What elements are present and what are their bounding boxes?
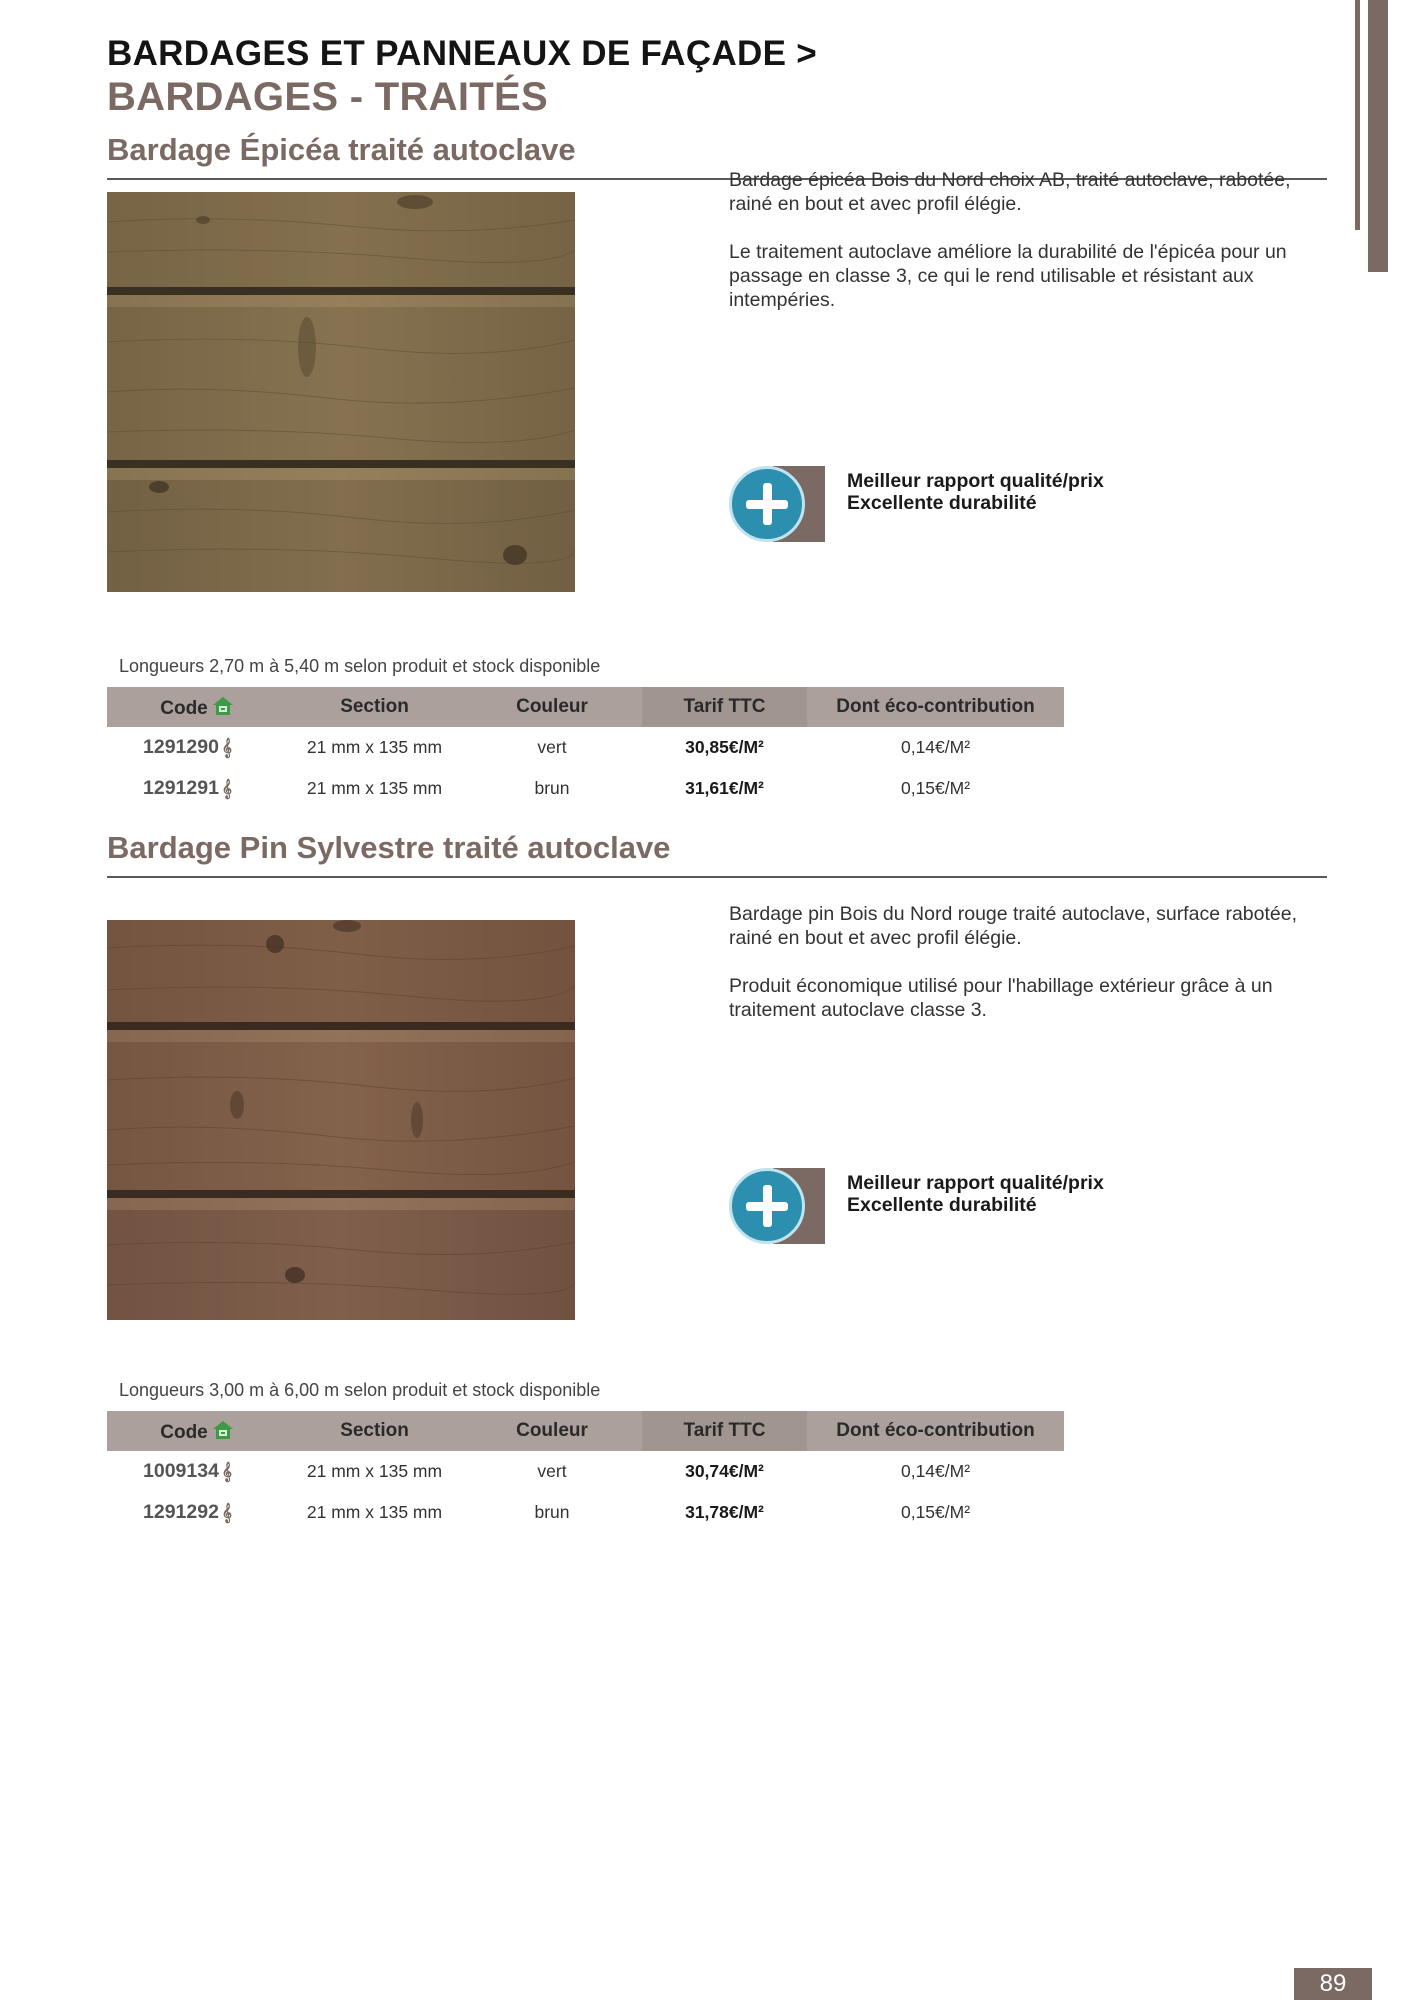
- header-tarif: Tarif TTC: [642, 1411, 807, 1451]
- lengths-note: Longueurs 3,00 m à 6,00 m selon produit et stock disponible: [119, 1380, 601, 1400]
- description-paragraph: Bardage pin Bois du Nord rouge traité autoclave, surface rabotée, rainé en bout et avec profil élégie.: [729, 903, 1298, 949]
- plus-badge: [729, 466, 825, 542]
- cell-eco: 0,15€/M²: [900, 778, 971, 798]
- house-icon: [212, 1419, 234, 1441]
- product-code: 1291291: [143, 777, 219, 799]
- table-header-row: [107, 1411, 1064, 1451]
- table-row: [107, 768, 1064, 809]
- cell-eco: 0,15€/M²: [900, 1502, 971, 1522]
- treble-clef-icon: 𝄞: [221, 1503, 232, 1522]
- product-description: [729, 168, 1329, 336]
- treble-clef-icon: 𝄞: [221, 1462, 232, 1481]
- description-paragraph: Produit économique utilisé pour l'habillage extérieur grâce à un traitement autoclave classe 3.: [729, 975, 1273, 1021]
- header-eco: Dont éco-contribution: [807, 687, 1064, 727]
- header-code: [107, 1411, 287, 1451]
- advantages-list: [847, 470, 1247, 514]
- plus-icon: [729, 1168, 805, 1244]
- product-code: 1291290: [143, 736, 219, 758]
- cell-couleur: vert: [537, 737, 567, 757]
- cell-couleur: vert: [537, 1461, 567, 1481]
- header-code-label: Code: [160, 1421, 208, 1443]
- product-title: Bardage Épicéa traité autoclave: [107, 132, 576, 167]
- cell-couleur: brun: [534, 1502, 570, 1522]
- product-code: 1009134: [143, 1460, 219, 1482]
- cell-tarif: 31,61€/M²: [685, 778, 764, 798]
- page-number: 89: [1319, 1970, 1347, 1997]
- cell-section: 21 mm x 135 mm: [306, 778, 443, 798]
- product-title: Bardage Pin Sylvestre traité autoclave: [107, 830, 671, 865]
- treble-clef-icon: 𝄞: [221, 779, 232, 798]
- decorative-bar-wide: [1368, 0, 1388, 272]
- product-photo-wood-panel: [107, 920, 575, 1320]
- header-code-label: Code: [160, 697, 208, 719]
- advantage-item: Excellente durabilité: [847, 1194, 1037, 1216]
- cell-code: [107, 1451, 287, 1492]
- product-description: [729, 902, 1329, 1046]
- header-eco: Dont éco-contribution: [807, 1411, 1064, 1451]
- price-table: [107, 1411, 1064, 1533]
- decorative-bar-thin: [1355, 0, 1360, 230]
- cell-section: 21 mm x 135 mm: [306, 1502, 443, 1522]
- cell-section: 21 mm x 135 mm: [306, 737, 443, 757]
- page-number-box: [1294, 1968, 1372, 2000]
- advantages-list: [847, 1172, 1247, 1216]
- cell-tarif: 30,74€/M²: [685, 1461, 764, 1481]
- cell-code: [107, 727, 287, 768]
- header-code: [107, 687, 287, 727]
- table-row: [107, 727, 1064, 768]
- page-title: BARDAGES - TRAITÉS: [107, 75, 548, 119]
- lengths-note: Longueurs 2,70 m à 5,40 m selon produit et stock disponible: [119, 656, 601, 676]
- category-breadcrumb: BARDAGES ET PANNEAUX DE FAÇADE >: [107, 34, 818, 73]
- cell-code: [107, 768, 287, 809]
- description-paragraph: Le traitement autoclave améliore la durabilité de l'épicéa pour un passage en classe 3, ce qui le rend utilisable et résistant aux intempéries.: [729, 241, 1287, 311]
- product-code: 1291292: [143, 1501, 219, 1523]
- cell-code: [107, 1492, 287, 1533]
- price-table: [107, 687, 1064, 809]
- table-row: [107, 1492, 1064, 1533]
- description-paragraph: Bardage épicéa Bois du Nord choix AB, traité autoclave, rabotée, rainé en bout et avec profil élégie.: [729, 169, 1291, 215]
- header-couleur: Couleur: [462, 687, 642, 727]
- plus-badge: [729, 1168, 825, 1244]
- header-tarif: Tarif TTC: [642, 687, 807, 727]
- table-header-row: [107, 687, 1064, 727]
- product-section-epicea: [107, 132, 1327, 812]
- cell-eco: 0,14€/M²: [900, 737, 971, 757]
- header-couleur: Couleur: [462, 1411, 642, 1451]
- treble-clef-icon: 𝄞: [221, 738, 232, 757]
- cell-couleur: brun: [534, 778, 570, 798]
- cell-section: 21 mm x 135 mm: [306, 1461, 443, 1481]
- cell-eco: 0,14€/M²: [900, 1461, 971, 1481]
- advantage-item: Meilleur rapport qualité/prix: [847, 470, 1104, 492]
- house-icon: [212, 695, 234, 717]
- header-section: Section: [287, 1411, 462, 1451]
- header-section: Section: [287, 687, 462, 727]
- product-section-pin-sylvestre: [107, 830, 1327, 1530]
- product-photo-wood-panel: [107, 192, 575, 592]
- advantage-item: Meilleur rapport qualité/prix: [847, 1172, 1104, 1194]
- cell-tarif: 30,85€/M²: [685, 737, 764, 757]
- table-row: [107, 1451, 1064, 1492]
- plus-icon: [729, 466, 805, 542]
- advantage-item: Excellente durabilité: [847, 492, 1037, 514]
- cell-tarif: 31,78€/M²: [685, 1502, 764, 1522]
- title-divider: [107, 876, 1327, 878]
